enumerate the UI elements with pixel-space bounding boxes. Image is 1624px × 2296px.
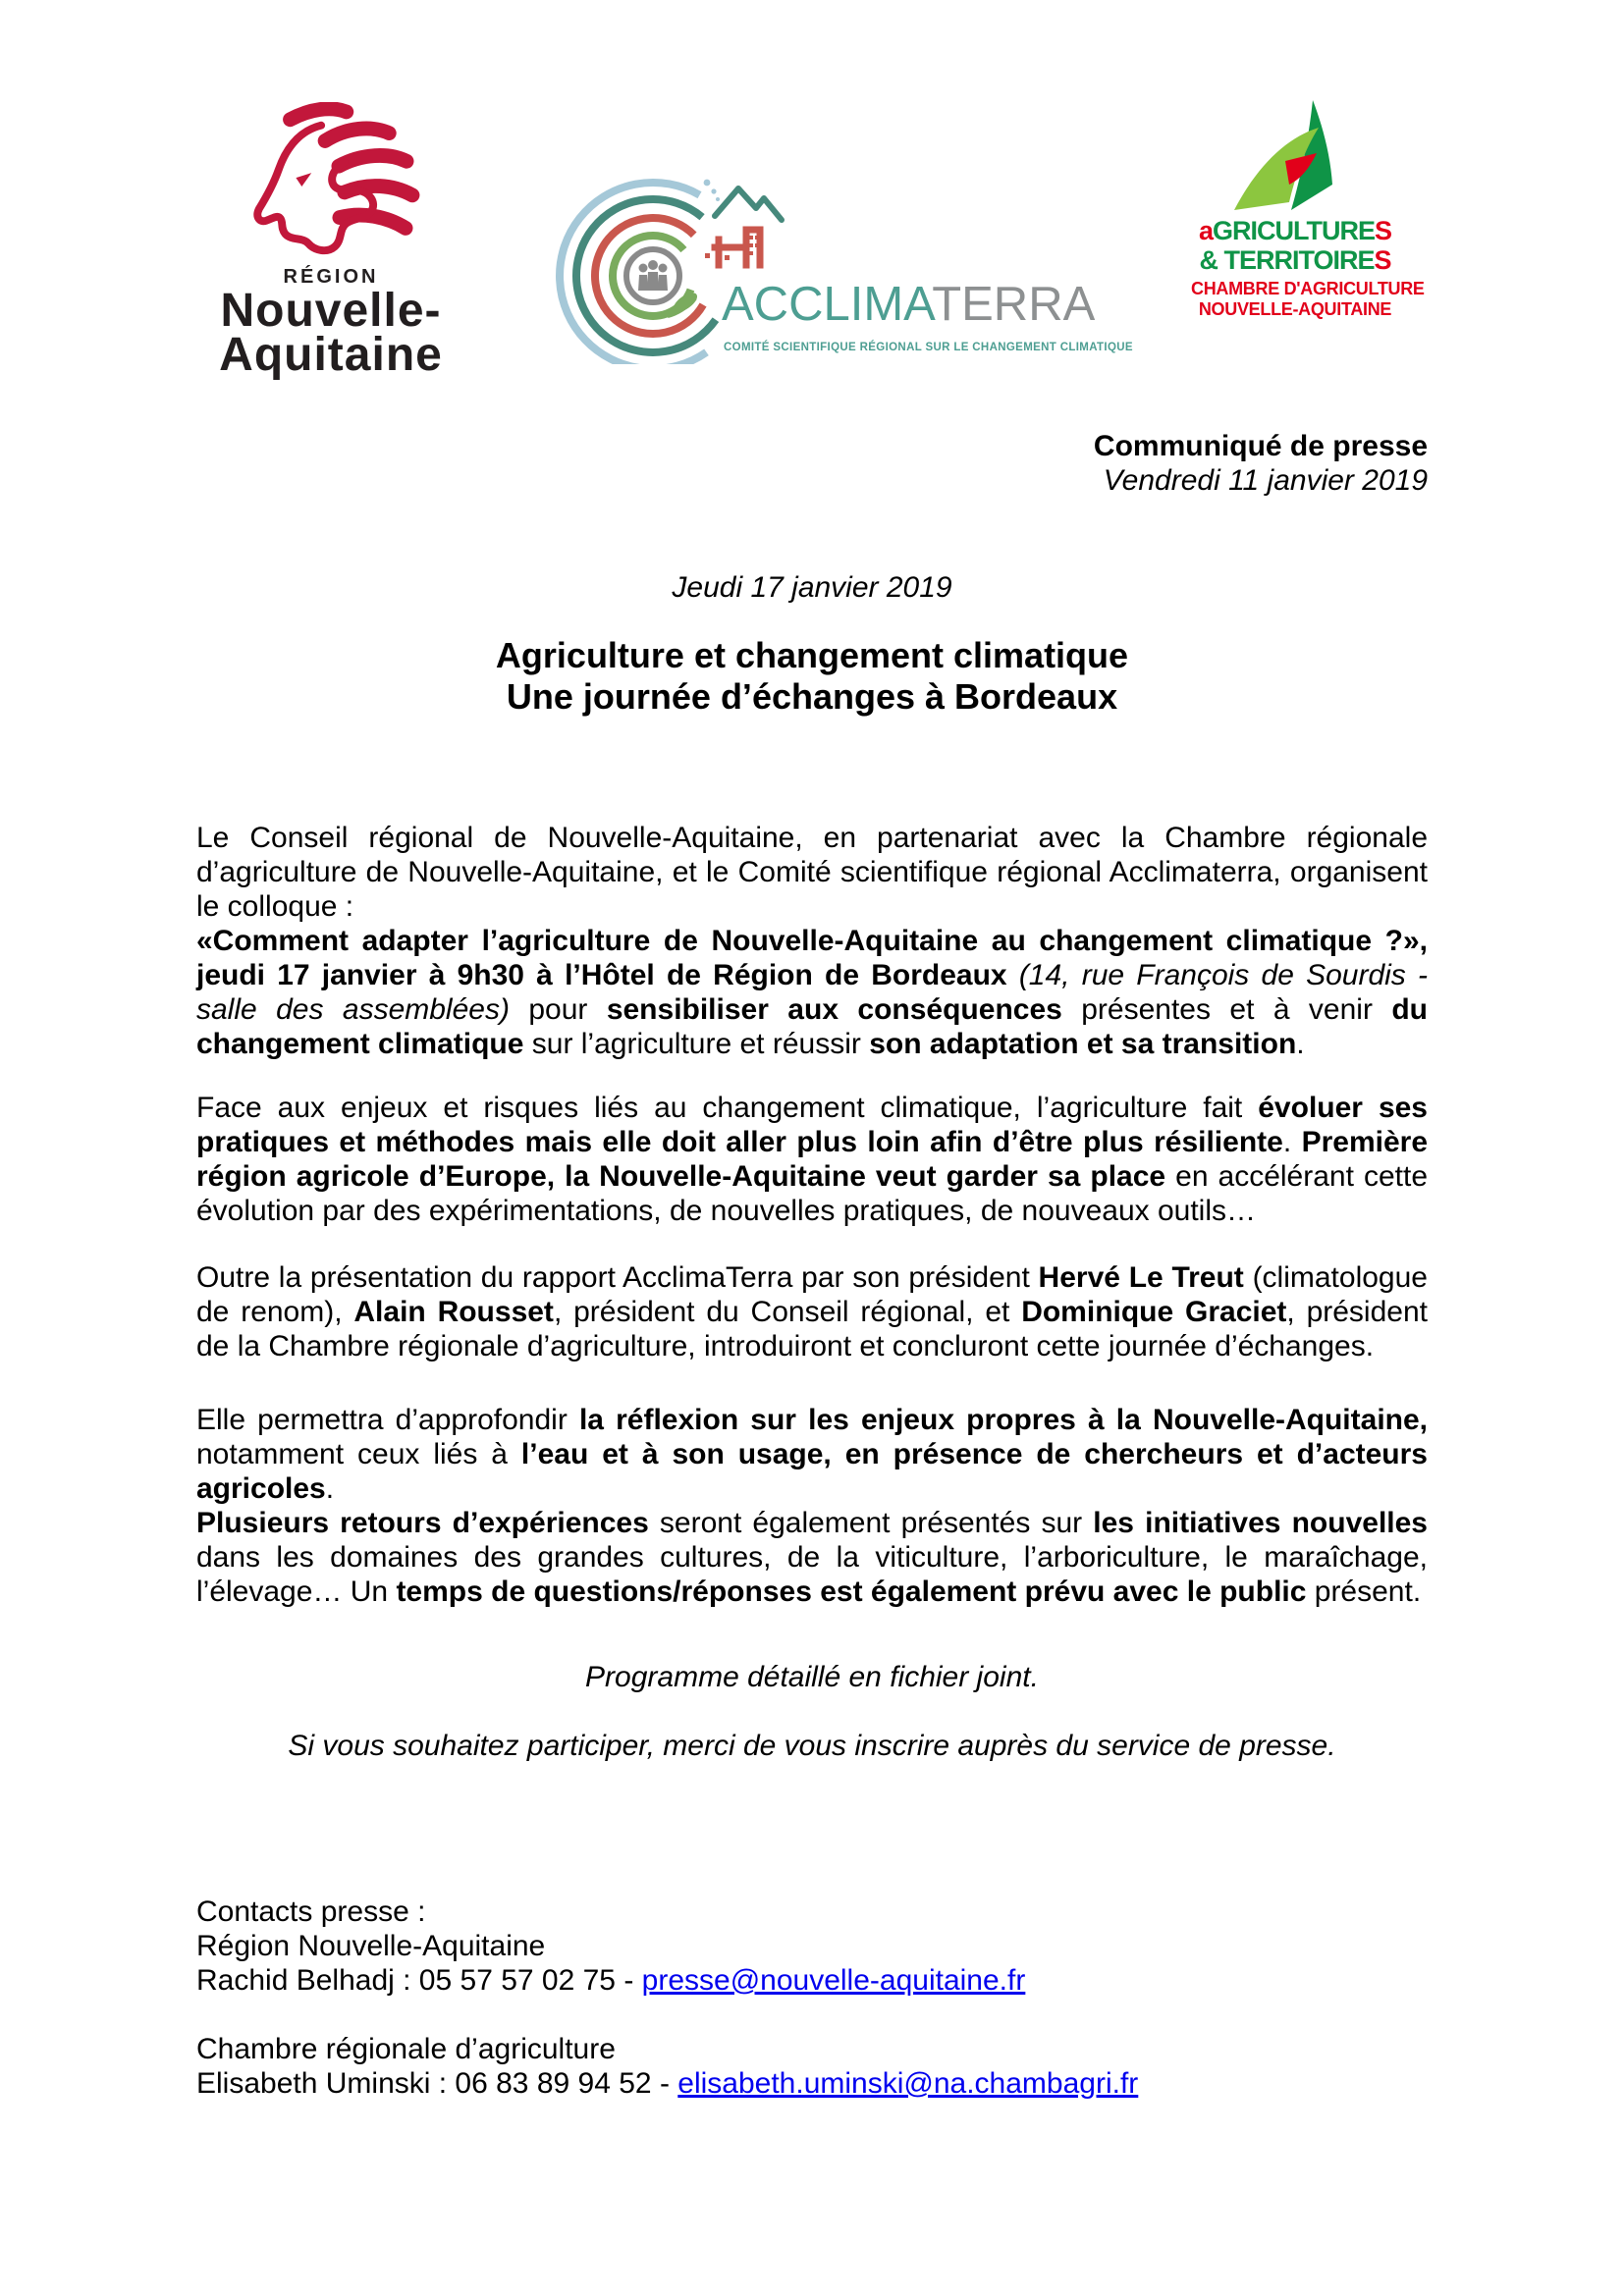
region-nouvelle-aquitaine-logo bbox=[209, 102, 453, 381]
contact-region-text: Rachid Belhadj : 05 57 57 02 75 - bbox=[196, 1964, 642, 1997]
text-run: temps de questions/réponses est également prévu avec le public bbox=[396, 1575, 1307, 1608]
chambre-subtitle-line2: NOUVELLE-AQUITAINE bbox=[1198, 299, 1392, 319]
acclimaterra-wordmark-terra: TERRA bbox=[932, 278, 1096, 331]
text-run: Dominique Graciet bbox=[1021, 1296, 1287, 1328]
acclimaterra-subtitle: COMITÉ SCIENTIFIQUE RÉGIONAL SUR LE CHANGEMENT CLIMATIQUE bbox=[724, 342, 1133, 353]
text-run: Outre la présentation du rapport AcclimaTerra par son président bbox=[196, 1261, 1039, 1294]
text-run: Première région agricole d’Europe, la Nouvelle-Aquitaine veut garder sa place bbox=[196, 1126, 1429, 1193]
text-run: (14, rue François de Sourdis - salle des assemblées) bbox=[196, 959, 1428, 1026]
paragraph-program bbox=[196, 1403, 1428, 1609]
chambre-l1-c: S bbox=[1375, 216, 1392, 245]
acclimaterra-wordmark bbox=[722, 277, 1095, 332]
text-run: l’eau et à son usage, en présence de chercheurs et d’acteurs agricoles bbox=[196, 1438, 1428, 1505]
press-release-title: Communiqué de presse bbox=[1093, 430, 1428, 462]
text-run: Face aux enjeux et risques liés au changement climatique, l’agriculture fait bbox=[196, 1092, 1259, 1124]
text-run: . bbox=[1282, 1126, 1302, 1158]
region-logo-kicker: RÉGION bbox=[283, 266, 379, 288]
contacts-heading: Contacts presse : bbox=[196, 1896, 426, 1928]
text-run: sur l’agriculture et réussir bbox=[523, 1028, 870, 1060]
chambre-l2-b: TERRITOIRE bbox=[1217, 245, 1375, 275]
text-run: «Comment adapter l’agriculture de Nouvelle-Aquitaine au changement climatique ?», jeudi 17 janvier à 9h30 à l’Hôtel de Région de Bordeaux bbox=[196, 925, 1428, 991]
text-run: présentes et à venir bbox=[1061, 993, 1392, 1026]
text-run: Elle permettra d’approfondir bbox=[196, 1404, 579, 1436]
closing-note-program: Programme détaillé en fichier joint. bbox=[585, 1661, 1039, 1693]
document-title-line1: Agriculture et changement climatique bbox=[495, 635, 1129, 675]
text-run: en accélérant cette évolution par des expérimentations, de nouvelles pratiques, de nouveaux outils… bbox=[196, 1160, 1429, 1227]
text-run: dans les domaines des grandes cultures, de la viticulture, l’arboriculture, le maraîchage, l’élevage… Un bbox=[196, 1541, 1428, 1608]
contact-org-region: Région Nouvelle-Aquitaine bbox=[196, 1930, 546, 1962]
region-logo-name-line2: Aquitaine bbox=[219, 329, 443, 381]
text-run: Alain Rousset bbox=[353, 1296, 554, 1328]
chambre-agriculture-logo bbox=[1191, 96, 1425, 320]
document-title-line2: Une journée d’échanges à Bordeaux bbox=[506, 676, 1118, 717]
region-press-email-link[interactable]: presse@nouvelle-aquitaine.fr bbox=[641, 1964, 1026, 1997]
text-run: . bbox=[1296, 1028, 1305, 1060]
event-date: Jeudi 17 janvier 2019 bbox=[672, 571, 952, 604]
text-run: son adaptation et sa transition bbox=[869, 1028, 1297, 1060]
text-run: Le Conseil régional de Nouvelle-Aquitaine, en partenariat avec la Chambre régionale d’agriculture de Nouvelle-Aquitaine, et le Comité scientifique régional Acclimaterra, organisent le colloque : bbox=[196, 822, 1428, 923]
acclimaterra-wordmark-accli: ACCLIMA bbox=[722, 278, 933, 331]
text-run: (climatologue de renom), bbox=[196, 1261, 1428, 1328]
lion-icon bbox=[234, 102, 428, 264]
closing-note-register: Si vous souhaitez participer, merci de vous inscrire auprès du service de presse. bbox=[288, 1730, 1336, 1762]
contact-chambre-text: Elisabeth Uminski : 06 83 89 94 52 - bbox=[196, 2067, 678, 2100]
text-run: , président du Conseil régional, et bbox=[553, 1296, 1022, 1328]
text-run: du changement climatique bbox=[196, 993, 1428, 1060]
chambre-subtitle-line1: CHAMBRE D'AGRICULTURE bbox=[1191, 279, 1425, 298]
text-run: Plusieurs retours d’expériences bbox=[196, 1507, 649, 1539]
press-contacts bbox=[196, 1895, 1138, 2101]
contact-line-region bbox=[196, 1963, 1138, 1998]
text-run: sensibiliser aux conséquences bbox=[606, 993, 1062, 1026]
chambre-emblem-icon bbox=[1226, 96, 1364, 216]
chambre-l2-a: & bbox=[1199, 245, 1218, 275]
chambre-l1-b: GRICULTURE bbox=[1213, 216, 1375, 245]
paragraph-context bbox=[196, 1091, 1428, 1228]
chambre-wordmark-line1 bbox=[1191, 216, 1399, 245]
contacts-spacer bbox=[196, 1998, 1138, 2032]
chambre-l1-a: a bbox=[1198, 216, 1213, 245]
chambre-wordmark-line2 bbox=[1191, 245, 1399, 275]
contact-line-chambre bbox=[196, 2066, 1138, 2101]
text-run: présent. bbox=[1306, 1575, 1422, 1608]
text-run: les initiatives nouvelles bbox=[1093, 1507, 1428, 1539]
text-run: évoluer ses pratiques et méthodes mais elle doit aller plus loin afin d’être plus résiliente bbox=[196, 1092, 1428, 1158]
press-release-label bbox=[1094, 429, 1428, 498]
text-run: . bbox=[325, 1472, 335, 1505]
chambre-press-email-link[interactable]: elisabeth.uminski@na.chambagri.fr bbox=[677, 2067, 1139, 2100]
acclimaterra-emblem-icon bbox=[550, 153, 795, 364]
text-run: pour bbox=[509, 993, 607, 1026]
acclimaterra-logo bbox=[550, 153, 1133, 364]
paragraph-intro bbox=[196, 821, 1428, 1061]
text-run: , président de la Chambre régionale d’agriculture, introduiront et concluront cette journée d’échanges. bbox=[196, 1296, 1428, 1362]
text-run: Hervé Le Treut bbox=[1038, 1261, 1244, 1294]
document-title bbox=[0, 635, 1624, 718]
paragraph-speakers bbox=[196, 1260, 1428, 1363]
region-logo-name-line1: Nouvelle- bbox=[220, 285, 442, 337]
text-run: seront également présentés sur bbox=[648, 1507, 1094, 1539]
chambre-l2-c: S bbox=[1374, 245, 1391, 275]
text-run: la réflexion sur les enjeux propres à la Nouvelle-Aquitaine, bbox=[578, 1404, 1428, 1436]
text-run: notamment ceux liés à bbox=[196, 1438, 521, 1470]
contact-org-chambre: Chambre régionale d’agriculture bbox=[196, 2033, 616, 2065]
press-release-date: Vendredi 11 janvier 2019 bbox=[1103, 464, 1428, 497]
